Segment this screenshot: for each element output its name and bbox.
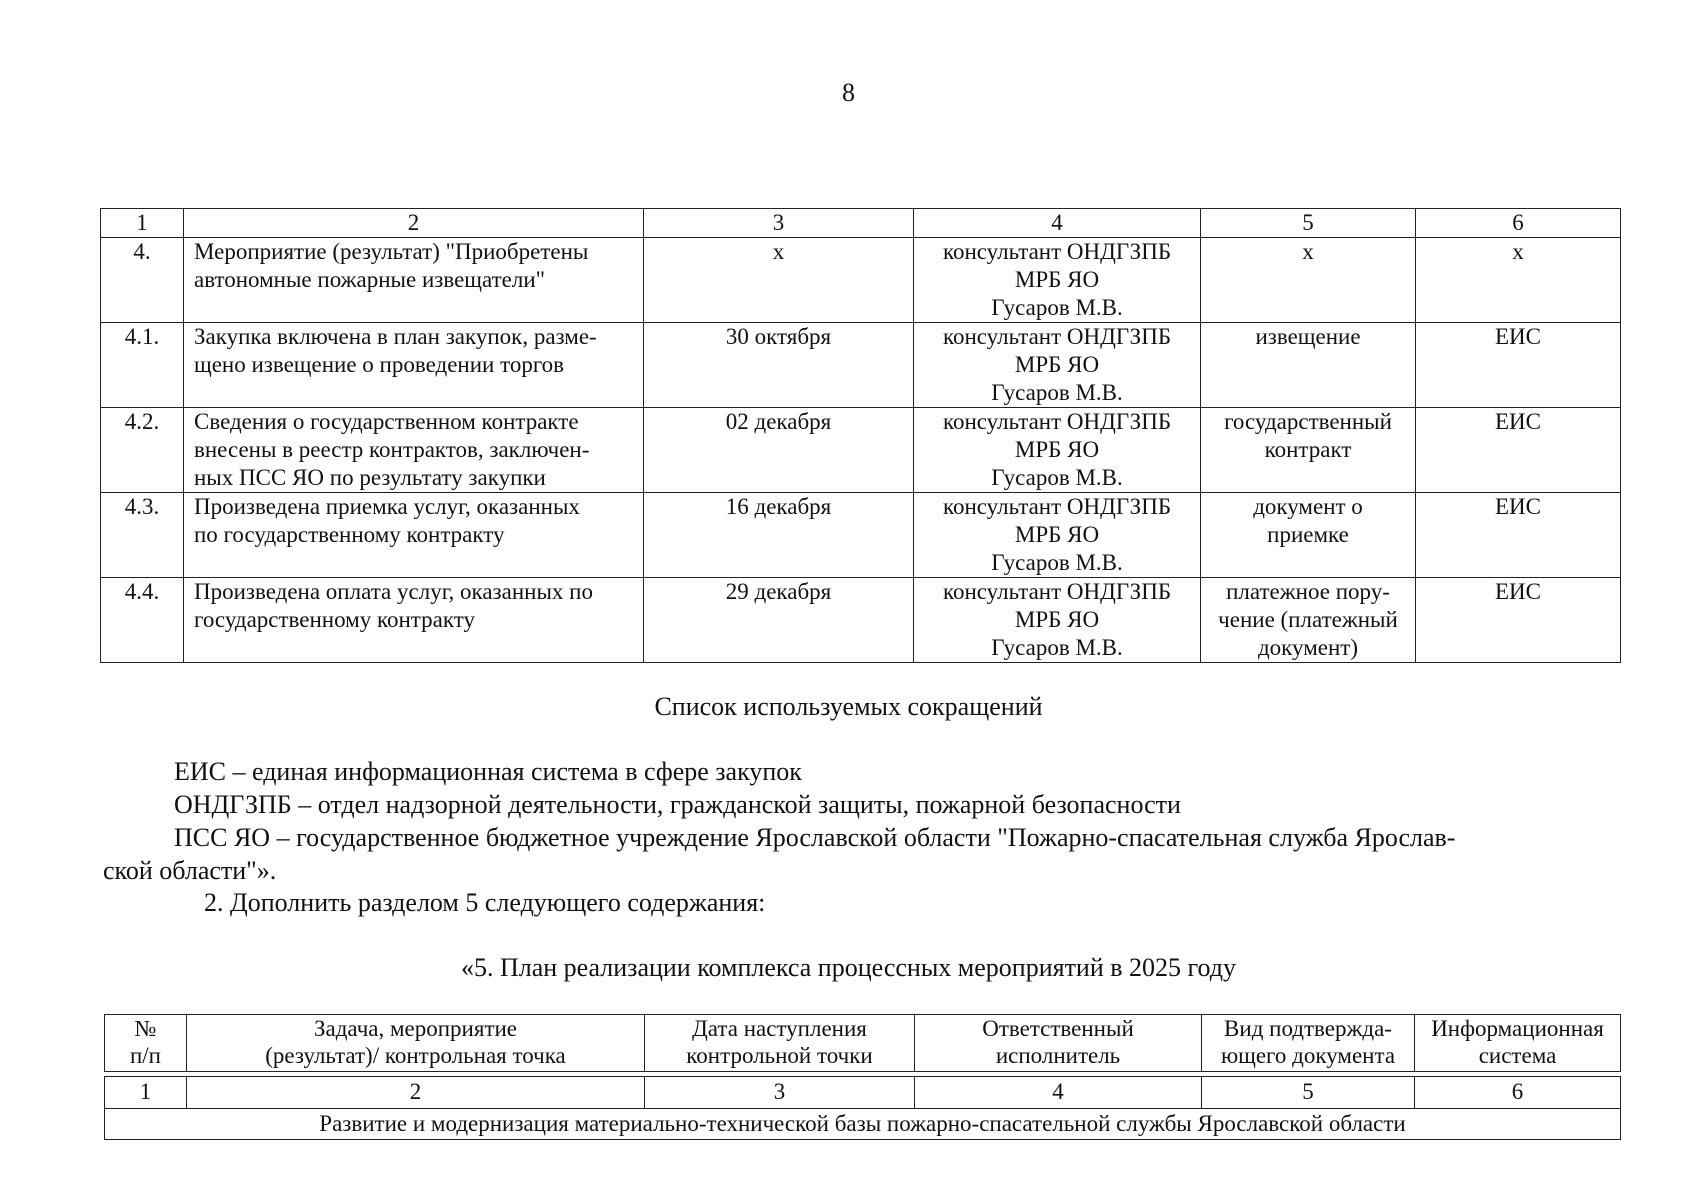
column-number: 5 xyxy=(1201,209,1416,238)
system-cell: ЕИС xyxy=(1416,408,1621,493)
system-cell: ЕИС xyxy=(1416,323,1621,408)
document-cell: платежное пору- чение (платежный документ) xyxy=(1201,578,1416,663)
plan-table-2025 xyxy=(104,1014,1621,1140)
header-system: Информационная система xyxy=(1415,1015,1621,1072)
table-header-row xyxy=(105,1015,1621,1072)
responsible-cell: консультант ОНДГЗПБ МРБ ЯО Гусаров М.В. xyxy=(914,323,1201,408)
date-cell: х xyxy=(644,238,914,323)
header-responsible: Ответственный исполнитель xyxy=(915,1015,1202,1072)
document-cell: государственный контракт xyxy=(1201,408,1416,493)
column-number: 1 xyxy=(101,209,184,238)
table-row xyxy=(101,578,1621,663)
table-row xyxy=(101,493,1621,578)
column-number: 4 xyxy=(915,1077,1202,1109)
column-number: 3 xyxy=(644,209,914,238)
responsible-cell: консультант ОНДГЗПБ МРБ ЯО Гусаров М.В. xyxy=(914,493,1201,578)
column-number: 3 xyxy=(645,1077,915,1109)
row-number: 4.2. xyxy=(101,408,184,493)
row-number: 4.4. xyxy=(101,578,184,663)
abbreviation-ondgzpb: ОНДГЗПБ – отдел надзорной деятельности, гражданской защиты, пожарной безопасности xyxy=(174,790,1181,819)
task-cell: Закупка включена в план закупок, разме- щено извещение о проведении торгов xyxy=(184,323,644,408)
column-number: 4 xyxy=(914,209,1201,238)
date-cell: 16 декабря xyxy=(644,493,914,578)
task-cell: Мероприятие (результат) "Приобретены автономные пожарные извещатели" xyxy=(184,238,644,323)
plan-table-continued xyxy=(100,208,1621,663)
date-cell: 30 октября xyxy=(644,323,914,408)
section-row xyxy=(105,1109,1621,1140)
table-column-numbers xyxy=(105,1077,1621,1109)
abbreviation-pss-line2: ской области"». xyxy=(103,856,277,885)
document-cell: извещение xyxy=(1201,323,1416,408)
task-cell: Произведена приемка услуг, оказанных по государственному контракту xyxy=(184,493,644,578)
header-document: Вид подтвержда- ющего документа xyxy=(1202,1015,1415,1072)
date-cell: 02 декабря xyxy=(644,408,914,493)
task-cell: Произведена оплата услуг, оказанных по государственному контракту xyxy=(184,578,644,663)
document-cell: х xyxy=(1201,238,1416,323)
header-date: Дата наступления контрольной точки xyxy=(645,1015,915,1072)
section-title-cell: Развитие и модернизация материально-технической базы пожарно-спасательной службы Ярославской области xyxy=(105,1109,1621,1140)
page-number: 8 xyxy=(842,78,855,107)
row-number: 4.3. xyxy=(101,493,184,578)
item-2-instruction: 2. Дополнить разделом 5 следующего содержания: xyxy=(204,888,766,917)
table-row xyxy=(101,323,1621,408)
row-number: 4.1. xyxy=(101,323,184,408)
system-cell: ЕИС xyxy=(1416,493,1621,578)
abbreviations-heading: Список используемых сокращений xyxy=(654,692,1043,721)
responsible-cell: консультант ОНДГЗПБ МРБ ЯО Гусаров М.В. xyxy=(914,238,1201,323)
abbreviation-eis: ЕИС – единая информационная система в сфере закупок xyxy=(174,757,802,786)
responsible-cell: консультант ОНДГЗПБ МРБ ЯО Гусаров М.В. xyxy=(914,408,1201,493)
column-number: 6 xyxy=(1416,209,1621,238)
date-cell: 29 декабря xyxy=(644,578,914,663)
task-cell: Сведения о государственном контракте внесены в реестр контрактов, заключен- ных ПСС ЯО по результату закупки xyxy=(184,408,644,493)
column-number: 1 xyxy=(105,1077,187,1109)
abbreviation-pss-line1: ПСС ЯО – государственное бюджетное учреждение Ярославской области "Пожарно-спасательная служба Ярослав- xyxy=(174,823,1456,852)
responsible-cell: консультант ОНДГЗПБ МРБ ЯО Гусаров М.В. xyxy=(914,578,1201,663)
system-cell: х xyxy=(1416,238,1621,323)
column-number: 5 xyxy=(1202,1077,1415,1109)
column-number: 6 xyxy=(1415,1077,1621,1109)
table-row xyxy=(101,238,1621,323)
table-header-row xyxy=(101,209,1621,238)
header-number: № п/п xyxy=(105,1015,187,1072)
row-number: 4. xyxy=(101,238,184,323)
header-task: Задача, мероприятие (результат)/ контрольная точка xyxy=(187,1015,645,1072)
column-number: 2 xyxy=(187,1077,645,1109)
column-number: 2 xyxy=(184,209,644,238)
system-cell: ЕИС xyxy=(1416,578,1621,663)
document-cell: документ о приемке xyxy=(1201,493,1416,578)
section-5-title: «5. План реализации комплекса процессных мероприятий в 2025 году xyxy=(460,953,1237,982)
table-row xyxy=(101,408,1621,493)
